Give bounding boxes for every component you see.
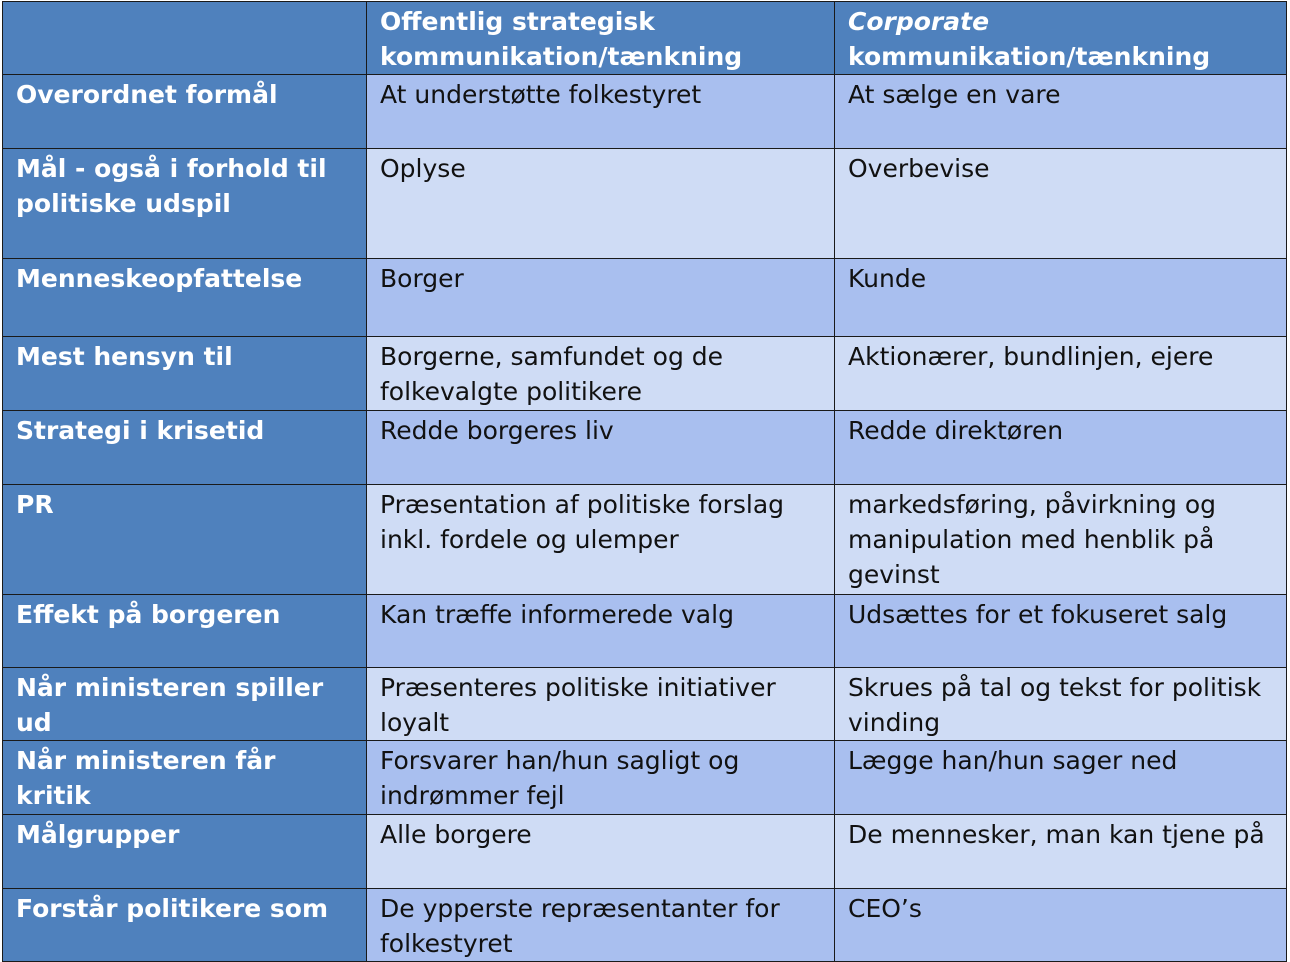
corporate-cell: Redde direktøren xyxy=(835,411,1287,485)
table-row xyxy=(3,668,1287,741)
row-label: Mest hensyn til xyxy=(3,337,367,411)
table-row xyxy=(3,75,1287,149)
public-cell: Præsenteres politiske initiativer loyalt xyxy=(367,668,835,741)
table-row xyxy=(3,411,1287,485)
table-row xyxy=(3,889,1287,962)
corporate-cell: markedsføring, påvirkning og manipulation med henblik på gevinst xyxy=(835,485,1287,595)
public-cell: Forsvarer han/hun sagligt og indrømmer fejl xyxy=(367,741,835,815)
corporate-cell: At sælge en vare xyxy=(835,75,1287,149)
table-row xyxy=(3,337,1287,411)
header-public-column xyxy=(367,2,835,75)
corporate-cell: Skrues på tal og tekst for politisk vinding xyxy=(835,668,1287,741)
table-row xyxy=(3,485,1287,595)
row-label: Forstår politikere som xyxy=(3,889,367,962)
corporate-cell: CEO’s xyxy=(835,889,1287,962)
public-cell: Redde borgeres liv xyxy=(367,411,835,485)
corporate-cell: Udsættes for et fokuseret salg xyxy=(835,595,1287,668)
corporate-cell: Aktionærer, bundlinjen, ejere xyxy=(835,337,1287,411)
row-label: PR xyxy=(3,485,367,595)
header-corporate-line2: kommunikation/tænkning xyxy=(848,42,1211,71)
corporate-cell: De mennesker, man kan tjene på xyxy=(835,815,1287,889)
header-public-line1: Offentlig strategisk xyxy=(380,7,655,36)
header-corner-cell xyxy=(3,2,367,75)
public-cell: Oplyse xyxy=(367,149,835,259)
corporate-cell: Kunde xyxy=(835,259,1287,337)
header-corporate-line1: Corporate xyxy=(848,7,990,36)
row-label: Effekt på borgeren xyxy=(3,595,367,668)
table-row xyxy=(3,815,1287,889)
public-cell: De ypperste repræsentanter for folkestyret xyxy=(367,889,835,962)
row-label: Strategi i krisetid xyxy=(3,411,367,485)
public-cell: Borger xyxy=(367,259,835,337)
row-label: Når ministeren spiller ud xyxy=(3,668,367,741)
row-label: Når ministeren får kritik xyxy=(3,741,367,815)
table-row xyxy=(3,149,1287,259)
public-cell: At understøtte folkestyret xyxy=(367,75,835,149)
row-label: Målgrupper xyxy=(3,815,367,889)
comparison-table xyxy=(2,1,1287,962)
row-label: Mål - også i forhold til politiske udspil xyxy=(3,149,367,259)
header-corporate-column xyxy=(835,2,1287,75)
public-cell: Alle borgere xyxy=(367,815,835,889)
row-label: Overordnet formål xyxy=(3,75,367,149)
public-cell: Kan træffe informerede valg xyxy=(367,595,835,668)
public-cell: Præsentation af politiske forslag inkl. fordele og ulemper xyxy=(367,485,835,595)
table-row xyxy=(3,595,1287,668)
header-row xyxy=(3,2,1287,75)
corporate-cell: Overbevise xyxy=(835,149,1287,259)
table-row xyxy=(3,741,1287,815)
header-public-line2: kommunikation/tænkning xyxy=(380,42,743,71)
corporate-cell: Lægge han/hun sager ned xyxy=(835,741,1287,815)
table-row xyxy=(3,259,1287,337)
public-cell: Borgerne, samfundet og de folkevalgte politikere xyxy=(367,337,835,411)
row-label: Menneskeopfattelse xyxy=(3,259,367,337)
